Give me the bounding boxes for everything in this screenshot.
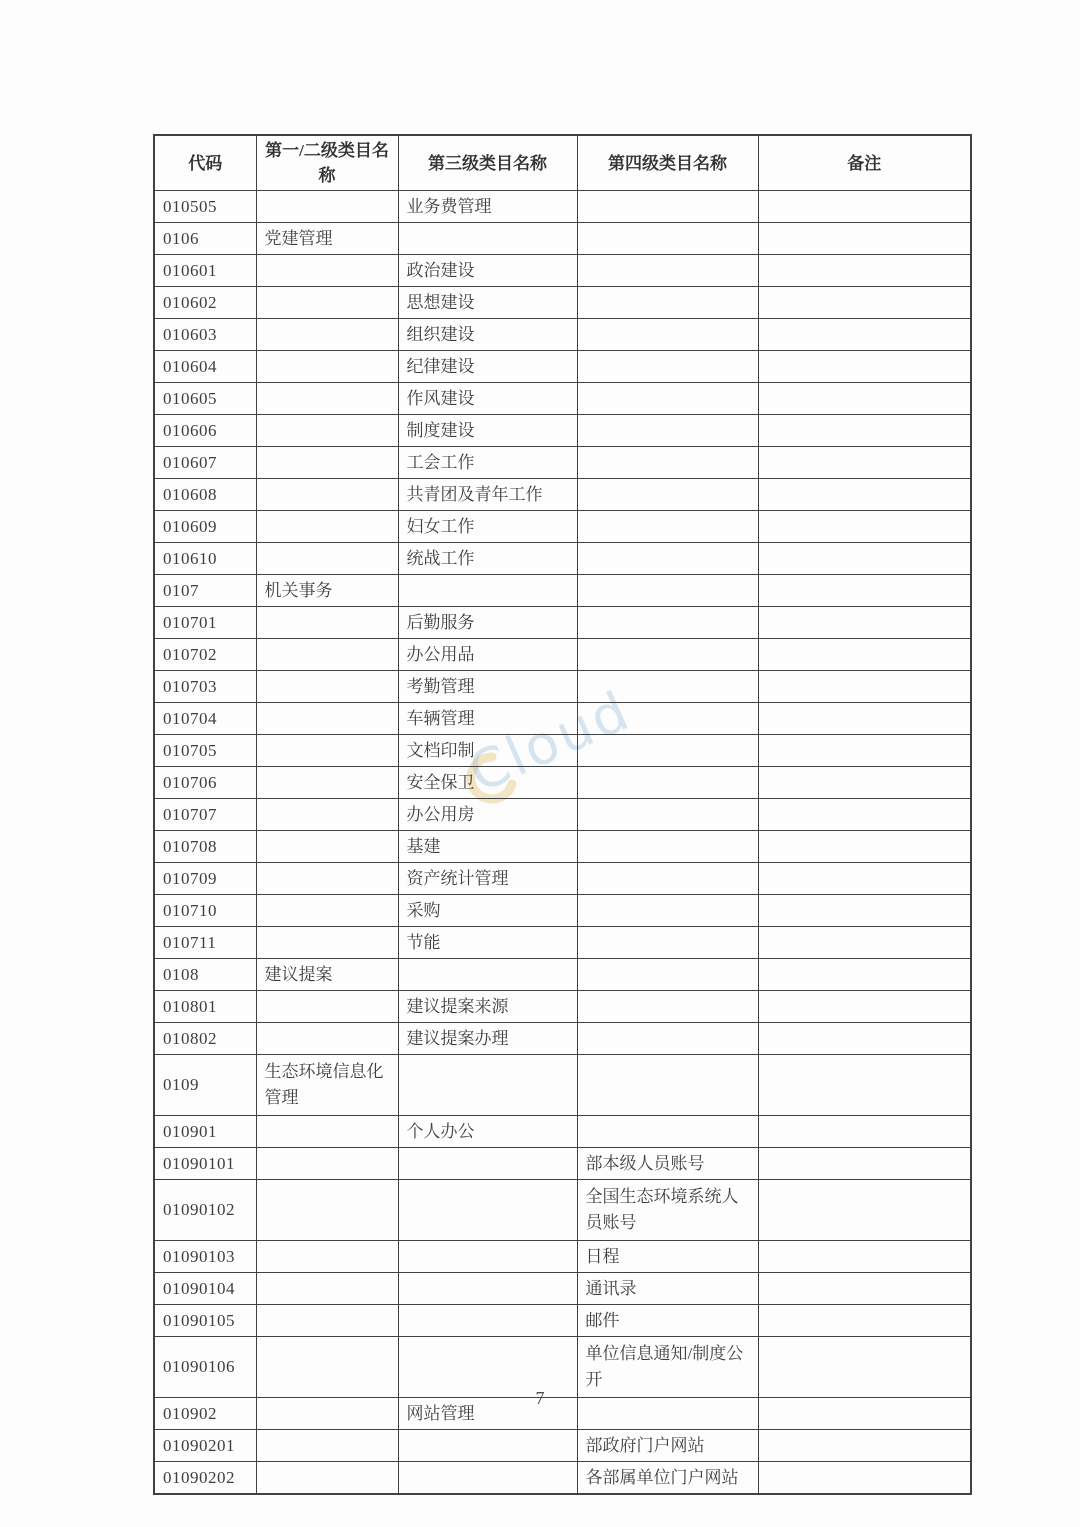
cell-level-1-2-name: [256, 767, 398, 799]
cell-code: 010608: [154, 479, 256, 511]
cell-level-1-2-name: [256, 639, 398, 671]
cell-level-4-name: 日程: [577, 1241, 758, 1273]
cell-code: 010711: [154, 927, 256, 959]
cell-level-4-name: [577, 991, 758, 1023]
table-row: [154, 479, 971, 511]
cell-level-1-2-name: 机关事务: [256, 575, 398, 607]
cell-level-1-2-name: [256, 319, 398, 351]
cell-code: 010901: [154, 1116, 256, 1148]
cell-remarks: [758, 511, 971, 543]
table-row: [154, 1273, 971, 1305]
cell-remarks: [758, 351, 971, 383]
cell-level-3-name: [398, 575, 577, 607]
cell-level-4-name: [577, 543, 758, 575]
table-row: [154, 1116, 971, 1148]
cell-remarks: [758, 383, 971, 415]
cell-level-4-name: [577, 799, 758, 831]
cell-code: 010704: [154, 703, 256, 735]
cell-remarks: [758, 1462, 971, 1495]
cell-level-1-2-name: [256, 479, 398, 511]
cell-level-3-name: [398, 1055, 577, 1116]
table-row: [154, 1148, 971, 1180]
table-row: [154, 607, 971, 639]
cell-level-3-name: 共青团及青年工作: [398, 479, 577, 511]
cell-level-1-2-name: [256, 799, 398, 831]
cell-remarks: [758, 831, 971, 863]
cell-remarks: [758, 1148, 971, 1180]
cell-level-4-name: 通讯录: [577, 1273, 758, 1305]
cell-level-4-name: [577, 863, 758, 895]
table-row: [154, 447, 971, 479]
cell-level-4-name: [577, 959, 758, 991]
table-row: [154, 799, 971, 831]
cell-code: 010604: [154, 351, 256, 383]
cell-level-4-name: [577, 447, 758, 479]
cell-level-1-2-name: [256, 511, 398, 543]
cell-code: 010707: [154, 799, 256, 831]
cell-level-4-name: [577, 607, 758, 639]
cell-code: 010606: [154, 415, 256, 447]
cell-level-1-2-name: [256, 607, 398, 639]
table-body: [154, 191, 971, 1495]
cell-remarks: [758, 287, 971, 319]
cell-level-1-2-name: [256, 255, 398, 287]
cell-remarks: [758, 735, 971, 767]
cell-code: 010705: [154, 735, 256, 767]
cell-remarks: [758, 1305, 971, 1337]
cell-code: 010607: [154, 447, 256, 479]
cell-level-1-2-name: [256, 831, 398, 863]
cell-level-1-2-name: [256, 735, 398, 767]
cell-level-1-2-name: [256, 1305, 398, 1337]
cell-level-3-name: 车辆管理: [398, 703, 577, 735]
cell-remarks: [758, 959, 971, 991]
cell-level-3-name: 纪律建设: [398, 351, 577, 383]
cell-code: 010605: [154, 383, 256, 415]
cell-level-4-name: 部政府门户网站: [577, 1430, 758, 1462]
table-row: [154, 767, 971, 799]
cell-level-1-2-name: [256, 383, 398, 415]
table-row: [154, 863, 971, 895]
cell-remarks: [758, 607, 971, 639]
cell-level-3-name: 业务费管理: [398, 191, 577, 223]
cell-level-3-name: 制度建设: [398, 415, 577, 447]
cell-level-4-name: [577, 895, 758, 927]
cell-code: 010505: [154, 191, 256, 223]
cell-level-4-name: [577, 671, 758, 703]
cell-code: 010609: [154, 511, 256, 543]
table-row: [154, 319, 971, 351]
cell-code: 010701: [154, 607, 256, 639]
cell-level-1-2-name: [256, 863, 398, 895]
cell-level-3-name: [398, 1305, 577, 1337]
cell-code: 010610: [154, 543, 256, 575]
cell-level-3-name: 后勤服务: [398, 607, 577, 639]
cell-remarks: [758, 1180, 971, 1241]
cell-level-4-name: [577, 287, 758, 319]
cell-remarks: [758, 863, 971, 895]
table-row: [154, 895, 971, 927]
table-row: [154, 1055, 971, 1116]
cell-code: 01090106: [154, 1337, 256, 1398]
cell-remarks: [758, 223, 971, 255]
cell-remarks: [758, 1273, 971, 1305]
header-code: 代码: [154, 135, 256, 191]
cell-level-1-2-name: [256, 1023, 398, 1055]
cell-code: 01090202: [154, 1462, 256, 1495]
cell-remarks: [758, 671, 971, 703]
cell-level-4-name: [577, 223, 758, 255]
cell-level-4-name: [577, 191, 758, 223]
cell-level-4-name: [577, 415, 758, 447]
table-row: [154, 831, 971, 863]
cell-level-3-name: 安全保卫: [398, 767, 577, 799]
cell-remarks: [758, 639, 971, 671]
table-row: [154, 671, 971, 703]
cell-remarks: [758, 991, 971, 1023]
cell-code: 010702: [154, 639, 256, 671]
cell-level-3-name: 基建: [398, 831, 577, 863]
cell-code: 010802: [154, 1023, 256, 1055]
cell-remarks: [758, 1430, 971, 1462]
table-header-row: [154, 135, 971, 191]
cell-level-3-name: [398, 1180, 577, 1241]
cell-level-3-name: 思想建设: [398, 287, 577, 319]
table-row: [154, 575, 971, 607]
cell-level-4-name: 邮件: [577, 1305, 758, 1337]
cell-remarks: [758, 799, 971, 831]
cell-level-4-name: [577, 319, 758, 351]
cell-level-4-name: [577, 575, 758, 607]
table-row: [154, 1023, 971, 1055]
cell-level-1-2-name: [256, 543, 398, 575]
cell-code: 010703: [154, 671, 256, 703]
cell-level-4-name: [577, 639, 758, 671]
cell-level-3-name: 考勤管理: [398, 671, 577, 703]
cell-remarks: [758, 927, 971, 959]
cell-level-1-2-name: [256, 895, 398, 927]
cell-level-4-name: [577, 767, 758, 799]
table-row: [154, 191, 971, 223]
cell-code: 0107: [154, 575, 256, 607]
table-row: [154, 287, 971, 319]
watermark-text: Cloud: [459, 685, 640, 805]
table-row: [154, 639, 971, 671]
header-level-1-2-name: 第一/二级类目名称: [256, 135, 398, 191]
cell-remarks: [758, 447, 971, 479]
cell-level-4-name: [577, 735, 758, 767]
cell-level-3-name: 采购: [398, 895, 577, 927]
cell-level-3-name: 建议提案来源: [398, 991, 577, 1023]
cell-code: 0109: [154, 1055, 256, 1116]
table-row: [154, 223, 971, 255]
cell-level-3-name: [398, 959, 577, 991]
cell-level-4-name: [577, 479, 758, 511]
cell-level-3-name: [398, 223, 577, 255]
cell-level-1-2-name: 建议提案: [256, 959, 398, 991]
cell-level-3-name: 资产统计管理: [398, 863, 577, 895]
cell-level-4-name: 全国生态环境系统人员账号: [577, 1180, 758, 1241]
table-row: [154, 1241, 971, 1273]
cell-level-3-name: 文档印制: [398, 735, 577, 767]
table-row: [154, 959, 971, 991]
cell-code: 0108: [154, 959, 256, 991]
cell-level-3-name: 节能: [398, 927, 577, 959]
cell-level-4-name: [577, 1023, 758, 1055]
cell-level-3-name: 建议提案办理: [398, 1023, 577, 1055]
cell-level-4-name: 单位信息通知/制度公开: [577, 1337, 758, 1398]
cell-level-3-name: 妇女工作: [398, 511, 577, 543]
table-row: [154, 991, 971, 1023]
table-row: [154, 351, 971, 383]
cell-level-4-name: [577, 703, 758, 735]
cell-remarks: [758, 543, 971, 575]
cell-code: 01090201: [154, 1430, 256, 1462]
cell-level-1-2-name: [256, 191, 398, 223]
cell-level-3-name: 办公用房: [398, 799, 577, 831]
cell-level-3-name: 个人办公: [398, 1116, 577, 1148]
cell-code: 010601: [154, 255, 256, 287]
cell-code: 010801: [154, 991, 256, 1023]
cell-level-1-2-name: [256, 1180, 398, 1241]
cell-level-1-2-name: 生态环境信息化管理: [256, 1055, 398, 1116]
cell-remarks: [758, 479, 971, 511]
cell-level-1-2-name: [256, 703, 398, 735]
cell-remarks: [758, 415, 971, 447]
cell-level-3-name: 网站管理: [398, 1398, 577, 1430]
cell-code: 01090101: [154, 1148, 256, 1180]
header-remarks: 备注: [758, 135, 971, 191]
cell-level-1-2-name: [256, 1241, 398, 1273]
cell-code: 010902: [154, 1398, 256, 1430]
cell-level-3-name: 组织建设: [398, 319, 577, 351]
cell-level-3-name: [398, 1148, 577, 1180]
cell-level-1-2-name: [256, 1273, 398, 1305]
cell-level-1-2-name: [256, 351, 398, 383]
cell-level-3-name: 作风建设: [398, 383, 577, 415]
table-row: [154, 543, 971, 575]
cell-level-3-name: 办公用品: [398, 639, 577, 671]
cell-code: 01090102: [154, 1180, 256, 1241]
table-row: [154, 1430, 971, 1462]
cell-level-1-2-name: [256, 447, 398, 479]
cell-code: 010710: [154, 895, 256, 927]
cell-level-1-2-name: [256, 991, 398, 1023]
cell-level-4-name: [577, 351, 758, 383]
cell-remarks: [758, 255, 971, 287]
category-code-table: [153, 134, 972, 1495]
table-row: [154, 415, 971, 447]
cell-level-3-name: 政治建设: [398, 255, 577, 287]
table-row: [154, 383, 971, 415]
cell-level-1-2-name: [256, 287, 398, 319]
cell-remarks: [758, 319, 971, 351]
cell-level-3-name: 工会工作: [398, 447, 577, 479]
cell-remarks: [758, 191, 971, 223]
cell-code: 01090103: [154, 1241, 256, 1273]
table-row: [154, 511, 971, 543]
cell-level-4-name: [577, 255, 758, 287]
table-row: [154, 735, 971, 767]
cell-code: 01090104: [154, 1273, 256, 1305]
table-row: [154, 255, 971, 287]
cell-remarks: [758, 575, 971, 607]
cell-level-1-2-name: 党建管理: [256, 223, 398, 255]
cell-level-1-2-name: [256, 1462, 398, 1495]
cell-remarks: [758, 895, 971, 927]
header-level-3-name: 第三级类目名称: [398, 135, 577, 191]
cell-level-4-name: [577, 831, 758, 863]
cell-level-3-name: [398, 1273, 577, 1305]
cell-level-4-name: [577, 383, 758, 415]
cell-code: 010706: [154, 767, 256, 799]
table-row: [154, 703, 971, 735]
cell-level-4-name: [577, 511, 758, 543]
cell-level-3-name: [398, 1462, 577, 1495]
cell-level-3-name: [398, 1241, 577, 1273]
cell-level-4-name: 各部属单位门户网站: [577, 1462, 758, 1495]
cell-remarks: [758, 1116, 971, 1148]
cell-level-4-name: [577, 1055, 758, 1116]
cell-level-1-2-name: [256, 1116, 398, 1148]
table-row: [154, 1462, 971, 1495]
cell-level-1-2-name: [256, 927, 398, 959]
cell-level-1-2-name: [256, 671, 398, 703]
cell-level-4-name: 部本级人员账号: [577, 1148, 758, 1180]
cell-level-3-name: 统战工作: [398, 543, 577, 575]
cell-remarks: [758, 767, 971, 799]
cell-level-1-2-name: [256, 415, 398, 447]
cell-code: 01090105: [154, 1305, 256, 1337]
cell-remarks: [758, 703, 971, 735]
cell-code: 010603: [154, 319, 256, 351]
cell-code: 0106: [154, 223, 256, 255]
cell-level-1-2-name: [256, 1148, 398, 1180]
cell-level-1-2-name: [256, 1430, 398, 1462]
cell-remarks: [758, 1055, 971, 1116]
cell-code: 010709: [154, 863, 256, 895]
cell-level-4-name: [577, 927, 758, 959]
cell-code: 010708: [154, 831, 256, 863]
header-level-4-name: 第四级类目名称: [577, 135, 758, 191]
page-number: 7: [535, 1388, 545, 1408]
cell-remarks: [758, 1023, 971, 1055]
cell-remarks: [758, 1241, 971, 1273]
table-row: [154, 1305, 971, 1337]
table-row: [154, 1180, 971, 1241]
cell-code: 010602: [154, 287, 256, 319]
cell-level-3-name: [398, 1430, 577, 1462]
cell-level-4-name: [577, 1116, 758, 1148]
table-row: [154, 927, 971, 959]
